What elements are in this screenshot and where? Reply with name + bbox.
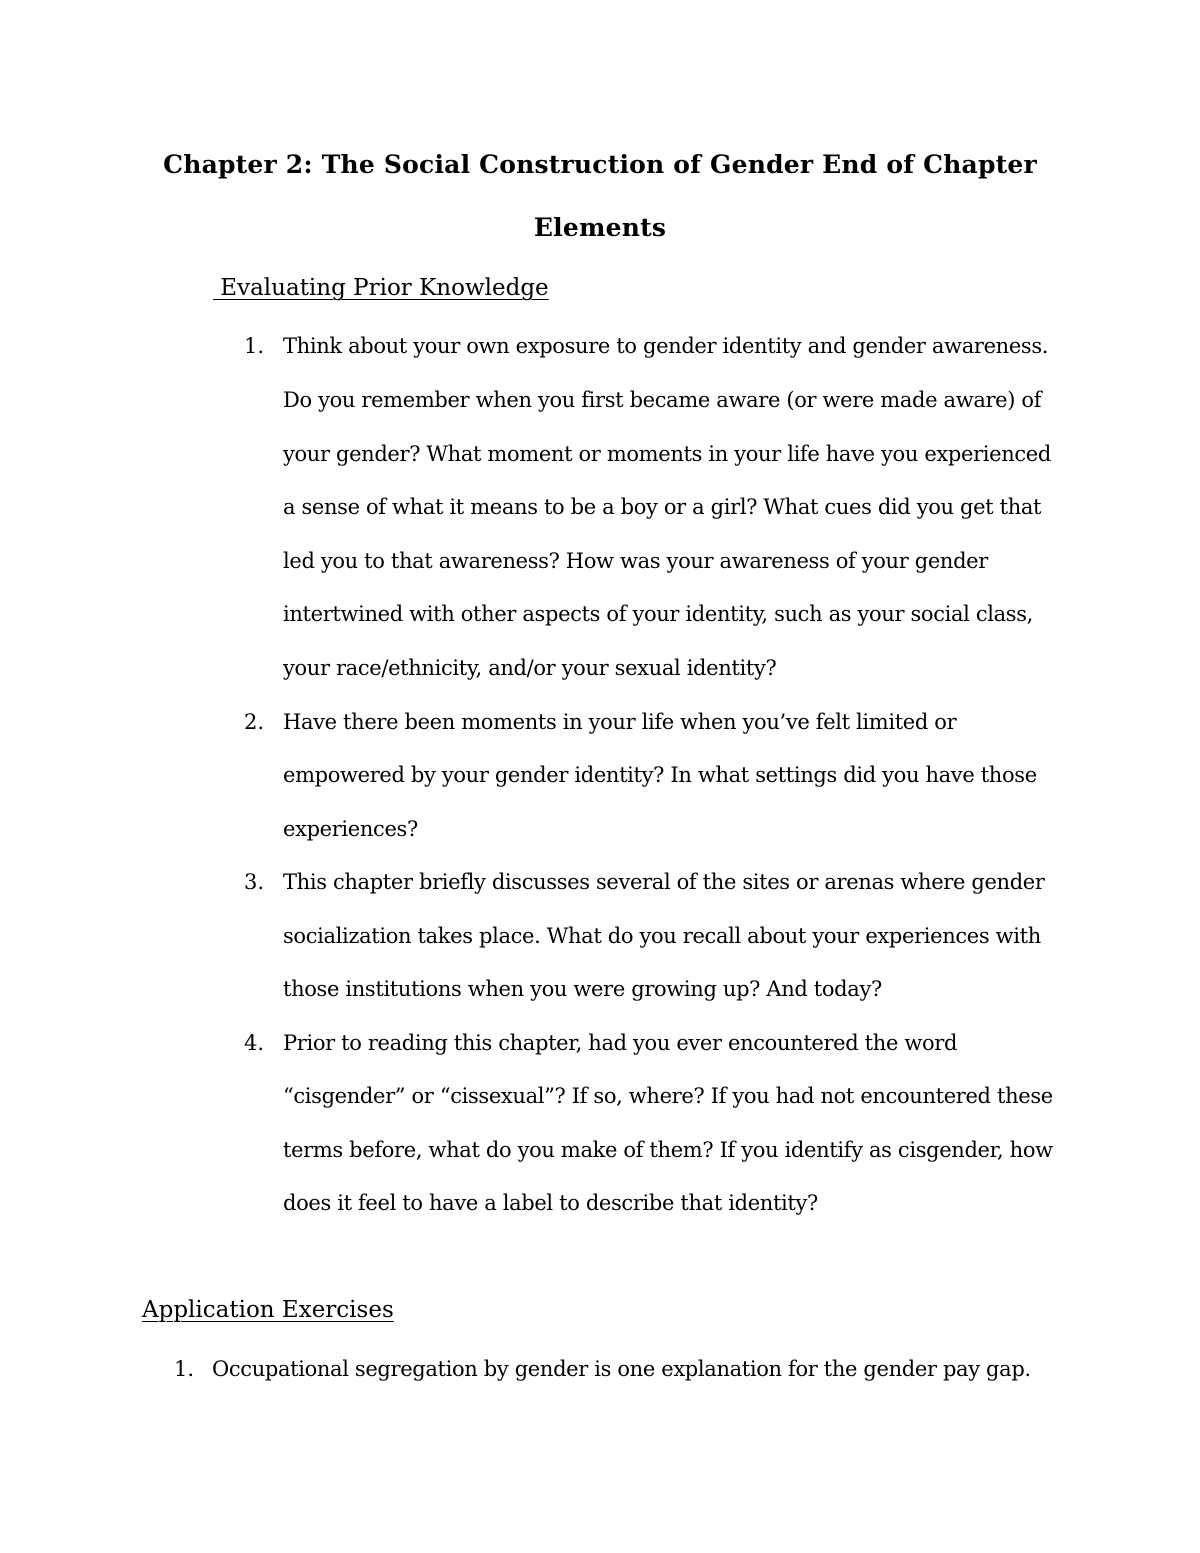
list-item-number: 1. <box>173 1357 194 1381</box>
list-item-line: a sense of what it means to be a boy or a girl? What cues did you get that <box>283 495 1042 519</box>
list-item-line: your race/ethnicity, and/or your sexual identity? <box>283 656 777 680</box>
list-item-line: Do you remember when you first became aware (or were made aware) of <box>283 388 1042 412</box>
list-item-number: 3. <box>243 870 264 894</box>
list-item-line: Occupational segregation by gender is one explanation for the gender pay gap. <box>212 1357 1031 1381</box>
list-item-number: 1. <box>243 334 264 358</box>
list-item-line: terms before, what do you make of them? If you identify as cisgender, how <box>283 1138 1053 1162</box>
list-item-line: experiences? <box>283 817 418 841</box>
list-item-line: Prior to reading this chapter, had you ever encountered the word <box>283 1031 958 1055</box>
section-heading-evaluating-prior-knowledge: Evaluating Prior Knowledge <box>213 275 549 301</box>
list-item-line: those institutions when you were growing up? And today? <box>283 977 882 1001</box>
list-item-line: This chapter briefly discusses several of the sites or arenas where gender <box>283 870 1045 894</box>
list-item-line: intertwined with other aspects of your identity, such as your social class, <box>283 602 1033 626</box>
list-item-line: “cisgender” or “cissexual”? If so, where? If you had not encountered these <box>283 1084 1053 1108</box>
list-item-number: 4. <box>243 1031 264 1055</box>
list-item-line: does it feel to have a label to describe that identity? <box>283 1191 818 1215</box>
list-item-line: empowered by your gender identity? In what settings did you have those <box>283 763 1037 787</box>
list-item-line: socialization takes place. What do you recall about your experiences with <box>283 924 1041 948</box>
chapter-title-line-1: Chapter 2: The Social Construction of Gender End of Chapter <box>163 150 1037 179</box>
chapter-title-line-2: Elements <box>533 213 667 242</box>
list-item-line: led you to that awareness? How was your awareness of your gender <box>283 549 988 573</box>
section-heading-application-exercises: Application Exercises <box>142 1297 394 1323</box>
list-item-line: Think about your own exposure to gender identity and gender awareness. <box>283 334 1049 358</box>
list-item-line: Have there been moments in your life when you’ve felt limited or <box>283 710 957 734</box>
list-item-line: your gender? What moment or moments in your life have you experienced <box>283 442 1051 466</box>
list-item-number: 2. <box>243 710 264 734</box>
